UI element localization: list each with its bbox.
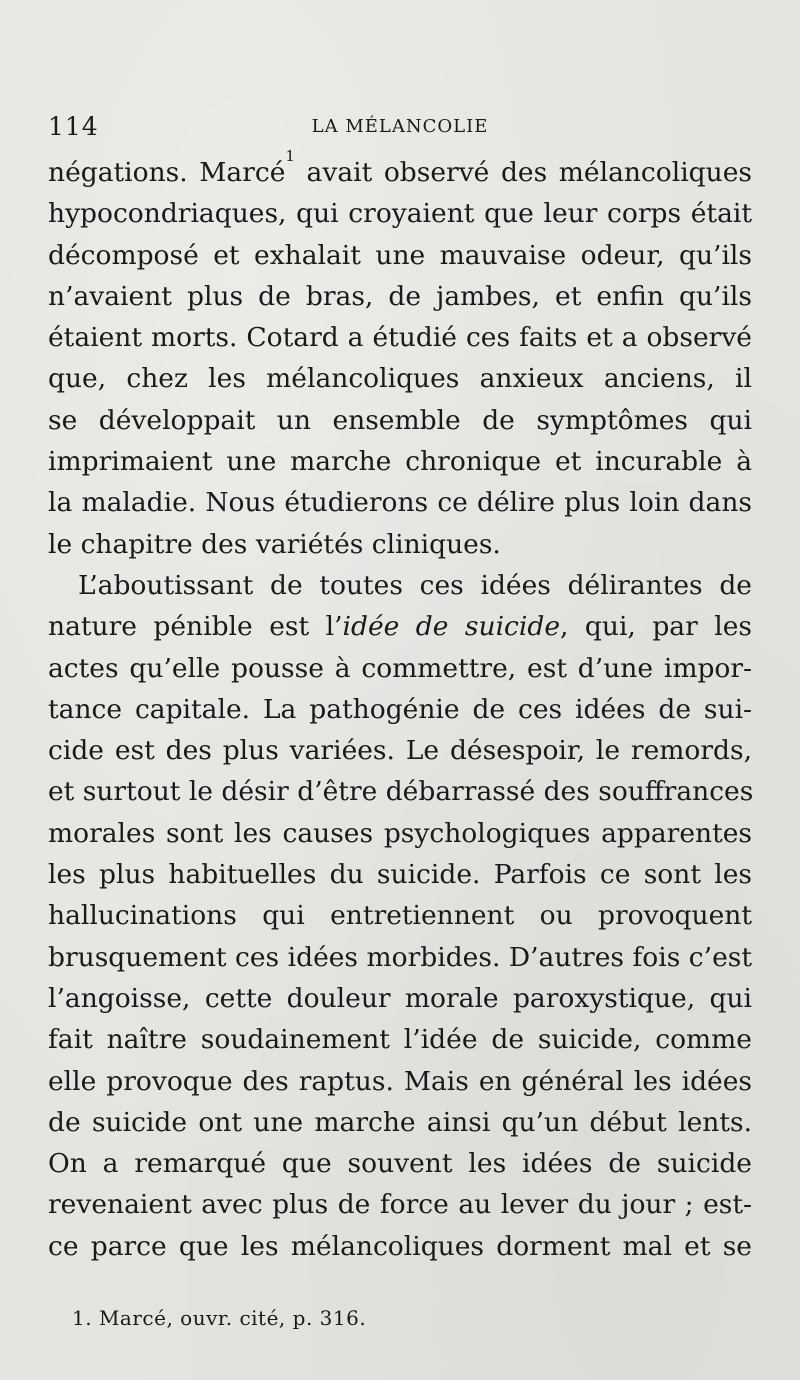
text-line: On a remarqué que souvent les idées de suicide [48,1148,752,1180]
text-line: morales sont les causes psychologiques apparentes [48,817,752,849]
emphasis-text: idée de suicide [342,611,561,643]
text-line: les plus habituelles du suicide. Parfois ce sont les [48,859,752,891]
page-number: 114 [48,112,99,141]
text-line: ce parce que les mélancoliques dorment mal et se [48,1230,752,1262]
text-line: hypocondriaques, qui croyaient que leur corps était [48,198,752,230]
text-line: de suicide ont une marche ainsi qu’un début lents. [48,1106,752,1138]
text-line: et surtout le désir d’être débarrassé des souffrances [48,776,754,808]
text-line: fait naître soudainement l’idée de suicide, comme [48,1024,752,1056]
text-line: nature pénible est l’idée de suicide, qui, par les [48,611,753,643]
text-line: la maladie. Nous étudierons ce délire plus loin dans [48,487,752,519]
text-line: n’avaient plus de bras, de jambes, et enfin qu’ils [48,280,752,312]
text-line: imprimaient une marche chronique et incurable à [48,446,752,478]
footnote-marker: 1 [285,147,295,166]
text-line: décomposé et exhalait une mauvaise odeur, qu’ils [48,239,752,271]
text-line: L’aboutissant de toutes ces idées délirantes de [78,569,752,601]
text-line: négations. Marcé$^1$ avait observé des mélancoliques [48,147,752,188]
text-line: brusquement ces idées morbides. D’autres fois c’est [48,941,752,973]
text-line: se développait un ensemble de symptômes qui [48,404,752,436]
body-text [48,147,754,1267]
text-line: l’angoisse, cette douleur morale paroxystique, qui [48,982,752,1014]
text-line: que, chez les mélancoliques anxieux anciens, il [48,363,752,395]
running-title: LA MÉLANCOLIE [311,116,489,137]
footnote: 1. Marcé, ouvr. cité, p. 316. [72,1306,367,1330]
text-line: hallucinations qui entretiennent ou provoquent [48,900,752,932]
text-line: cide est des plus variées. Le désespoir, le remords, [48,735,752,767]
text-line: le chapitre des variétés cliniques. [48,528,501,560]
text-line: elle provoque des raptus. Mais en général les idées [48,1065,752,1097]
text-line: tance capitale. La pathogénie de ces idées de sui- [48,693,752,725]
text-line: revenaient avec plus de force au lever du jour ; est- [48,1189,752,1221]
text-line: actes qu’elle pousse à commettre, est d’une impor- [48,652,752,684]
text-line: étaient morts. Cotard a étudié ces faits et a observé [48,322,752,354]
page-header [48,112,752,146]
